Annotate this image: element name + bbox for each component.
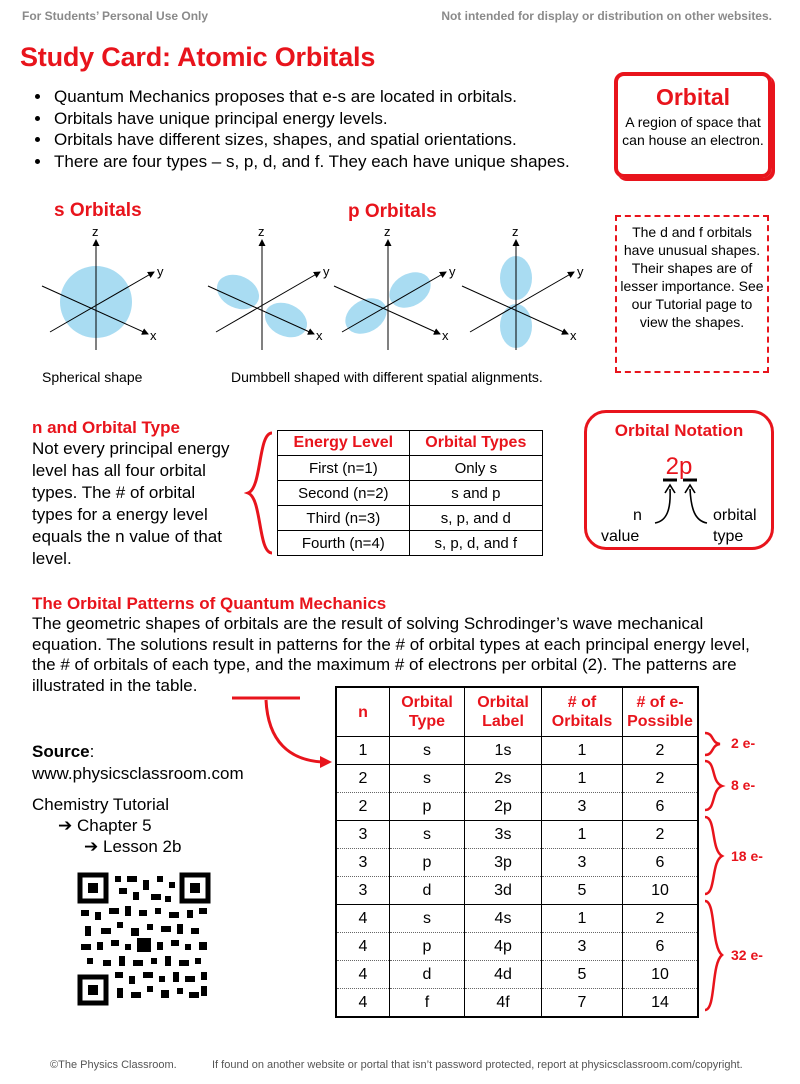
orbital-label-header: Orbital Label bbox=[465, 687, 542, 737]
table-cell: 2 bbox=[623, 737, 699, 765]
patterns-text bbox=[32, 614, 772, 696]
source-label-bold: Source bbox=[32, 742, 90, 761]
table-cell: 3 bbox=[542, 793, 623, 821]
table-cell: 4p bbox=[465, 933, 542, 961]
table-cell: 6 bbox=[623, 933, 699, 961]
lesson-link[interactable] bbox=[84, 837, 181, 857]
table-row bbox=[336, 821, 698, 849]
orbital-types-header: Orbital Types bbox=[409, 431, 542, 456]
table-cell: 2 bbox=[623, 905, 699, 933]
s-orbital-caption: Spherical shape bbox=[42, 369, 143, 385]
s-orbital-diagram bbox=[42, 224, 164, 350]
table-cell: 2s bbox=[465, 765, 542, 793]
table-cell: 3 bbox=[542, 933, 623, 961]
table-cell: Fourth (n=4) bbox=[278, 531, 410, 556]
arrow-right-icon: ➔ bbox=[84, 837, 99, 856]
table-cell: 3 bbox=[542, 849, 623, 877]
y-axis-label: y bbox=[577, 264, 584, 279]
bullet-item: • Quantum Mechanics proposes that e-s are located in orbitals. bbox=[52, 86, 570, 108]
table-cell: 6 bbox=[623, 793, 699, 821]
table-row bbox=[278, 456, 543, 481]
table-cell: f bbox=[390, 989, 465, 1018]
chapter-label: Chapter 5 bbox=[76, 816, 152, 835]
orbital-type-label-2: type bbox=[713, 528, 744, 545]
table-cell: 2 bbox=[336, 793, 390, 821]
table-cell: 3p bbox=[465, 849, 542, 877]
bullet-item: • Orbitals have different sizes, shapes, and spatial orientations. bbox=[52, 129, 570, 151]
orbital-patterns-table bbox=[335, 686, 699, 1018]
source-url[interactable]: www.physicsclassroom.com bbox=[32, 764, 244, 783]
table-cell: 2p bbox=[465, 793, 542, 821]
table-cell: p bbox=[390, 793, 465, 821]
table-row bbox=[336, 793, 698, 821]
left-brace bbox=[244, 430, 276, 556]
table-cell: s, p, and d bbox=[409, 506, 542, 531]
table-row bbox=[278, 506, 543, 531]
table-row bbox=[336, 989, 698, 1018]
intro-bullet-list bbox=[30, 86, 570, 172]
num-orbitals-header: # of Orbitals bbox=[542, 687, 623, 737]
z-axis-label: z bbox=[92, 224, 99, 239]
table-cell: 5 bbox=[542, 877, 623, 905]
qr-code-icon[interactable] bbox=[77, 872, 211, 1006]
x-axis-label: x bbox=[316, 328, 323, 343]
chapter-link[interactable] bbox=[58, 816, 152, 836]
footer-copyright: ©The Physics Classroom. bbox=[50, 1059, 177, 1071]
table-cell: 1s bbox=[465, 737, 542, 765]
energy-level-header: Energy Level bbox=[278, 431, 410, 456]
num-electrons-header: # of e- Possible bbox=[623, 687, 699, 737]
table-cell: 1 bbox=[336, 737, 390, 765]
table-cell: Only s bbox=[409, 456, 542, 481]
table-cell: 4d bbox=[465, 961, 542, 989]
table-cell: 4 bbox=[336, 933, 390, 961]
patterns-heading: The Orbital Patterns of Quantum Mechanics bbox=[32, 594, 387, 613]
orbital-notation-example: 2p bbox=[665, 453, 693, 480]
orbital-diagrams bbox=[30, 222, 600, 362]
notation-arrows bbox=[647, 477, 717, 527]
table-cell: s bbox=[390, 737, 465, 765]
arrow-right-icon: ➔ bbox=[58, 816, 73, 835]
table-cell: 4 bbox=[336, 905, 390, 933]
table-pointer-arrow bbox=[220, 694, 350, 774]
table-row bbox=[336, 765, 698, 793]
table-cell: p bbox=[390, 933, 465, 961]
orbital-definition-box bbox=[614, 72, 772, 178]
table-row bbox=[336, 877, 698, 905]
table-cell: s, p, d, and f bbox=[409, 531, 542, 556]
table-cell: p bbox=[390, 849, 465, 877]
table-cell: 2 bbox=[336, 765, 390, 793]
header-right-notice: Not intended for display or distribution on other websites. bbox=[441, 9, 772, 23]
table-cell: 4 bbox=[336, 989, 390, 1018]
p-orbital-z-diagram bbox=[462, 224, 584, 350]
total-level-3: 18 e- bbox=[731, 848, 763, 864]
p-orbitals-heading: p Orbitals bbox=[348, 201, 437, 222]
orbital-type-label: orbital bbox=[713, 507, 757, 524]
table-row bbox=[336, 933, 698, 961]
header-left-notice: For Students’ Personal Use Only bbox=[22, 9, 209, 23]
z-axis-label: z bbox=[384, 224, 391, 239]
table-cell: 6 bbox=[623, 849, 699, 877]
s-orbitals-heading: s Orbitals bbox=[54, 200, 142, 221]
page-title: Study Card: Atomic Orbitals bbox=[20, 42, 376, 72]
table-link[interactable]: the table bbox=[127, 675, 193, 695]
table-cell: d bbox=[390, 961, 465, 989]
x-axis-label: x bbox=[570, 328, 577, 343]
table-cell: 4 bbox=[336, 961, 390, 989]
total-level-2: 8 e- bbox=[731, 777, 756, 793]
table-cell: 1 bbox=[542, 821, 623, 849]
table-cell: s and p bbox=[409, 481, 542, 506]
bullet-item: • There are four types – s, p, d, and f. They each have unique shapes. bbox=[52, 151, 570, 173]
table-cell: 10 bbox=[623, 877, 699, 905]
table-cell: 7 bbox=[542, 989, 623, 1018]
n-orbital-type-text: Not every principal energy level has all four orbital types. The # of orbital types for a energy level equals the n value of that level. bbox=[32, 439, 230, 568]
y-axis-label: y bbox=[449, 264, 456, 279]
orbital-definition-text: A region of space that can house an electron. bbox=[622, 114, 764, 148]
patterns-text-end: . bbox=[192, 675, 198, 695]
table-cell: 3 bbox=[336, 821, 390, 849]
table-cell: 2 bbox=[623, 821, 699, 849]
table-row bbox=[336, 961, 698, 989]
table-cell: 1 bbox=[542, 765, 623, 793]
n-value-label: n bbox=[633, 507, 642, 524]
table-row bbox=[336, 905, 698, 933]
x-axis-label: x bbox=[150, 328, 157, 343]
orbital-notation-heading: Orbital Notation bbox=[614, 421, 744, 440]
table-cell: Third (n=3) bbox=[278, 506, 410, 531]
table-cell: 14 bbox=[623, 989, 699, 1018]
table-cell: s bbox=[390, 905, 465, 933]
table-cell: Second (n=2) bbox=[278, 481, 410, 506]
footer-report-notice: If found on another website or portal that isn’t password protected, report at physicsclassroom.com/copyright. bbox=[212, 1059, 743, 1071]
table-cell: d bbox=[390, 877, 465, 905]
p-orbital-y-diagram bbox=[334, 224, 456, 350]
table-cell: 5 bbox=[542, 961, 623, 989]
table-cell: 10 bbox=[623, 961, 699, 989]
table-row bbox=[278, 531, 543, 556]
tutorial-name: Chemistry Tutorial bbox=[32, 795, 169, 814]
table-cell: 4f bbox=[465, 989, 542, 1018]
table-cell: 4s bbox=[465, 905, 542, 933]
table-cell: 2 bbox=[623, 765, 699, 793]
patterns-text-body: The geometric shapes of orbitals are the result of solving Schrodinger’s wave mechanical equation. The solutions result in patterns for the # of orbital types at each principal energy level, the # of orbitals of each type, and the maximum # of electrons per orbital (2). The patterns are illustrated in bbox=[32, 614, 750, 695]
lesson-label: Lesson 2b bbox=[102, 837, 182, 856]
orbital-definition-heading: Orbital bbox=[655, 84, 731, 110]
table-cell: 3 bbox=[336, 877, 390, 905]
table-cell: s bbox=[390, 821, 465, 849]
p-orbital-caption: Dumbbell shaped with different spatial alignments. bbox=[231, 369, 543, 385]
n-orbital-type-heading: n and Orbital Type bbox=[32, 418, 180, 437]
table-cell: 3d bbox=[465, 877, 542, 905]
bullet-item: • Orbitals have unique principal energy levels. bbox=[52, 108, 570, 130]
n-value-label-2: value bbox=[601, 528, 640, 545]
table-cell: 3s bbox=[465, 821, 542, 849]
z-axis-label: z bbox=[512, 224, 519, 239]
n-header: n bbox=[336, 687, 390, 737]
table-row bbox=[336, 737, 698, 765]
table-cell: s bbox=[390, 765, 465, 793]
y-axis-label: y bbox=[323, 264, 330, 279]
table-row bbox=[278, 481, 543, 506]
orbital-type-header: Orbital Type bbox=[390, 687, 465, 737]
p-orbital-x-diagram bbox=[208, 224, 330, 350]
table-cell: 1 bbox=[542, 905, 623, 933]
table-cell: First (n=1) bbox=[278, 456, 410, 481]
y-axis-label: y bbox=[157, 264, 164, 279]
orbital-notation-box bbox=[584, 410, 774, 550]
x-axis-label: x bbox=[442, 328, 449, 343]
table-cell: 1 bbox=[542, 737, 623, 765]
table-cell: 3 bbox=[336, 849, 390, 877]
z-axis-label: z bbox=[258, 224, 265, 239]
df-orbitals-note: The d and f orbitals have unusual shapes. Their shapes are of lesser importance. See our Tutorial page to view the shapes. bbox=[615, 215, 769, 373]
energy-level-table bbox=[277, 430, 543, 556]
table-row bbox=[336, 849, 698, 877]
right-braces bbox=[702, 730, 730, 1016]
source-label bbox=[32, 742, 94, 762]
total-level-4: 32 e- bbox=[731, 947, 763, 963]
source-colon: : bbox=[89, 742, 95, 761]
total-level-1: 2 e- bbox=[731, 735, 756, 751]
